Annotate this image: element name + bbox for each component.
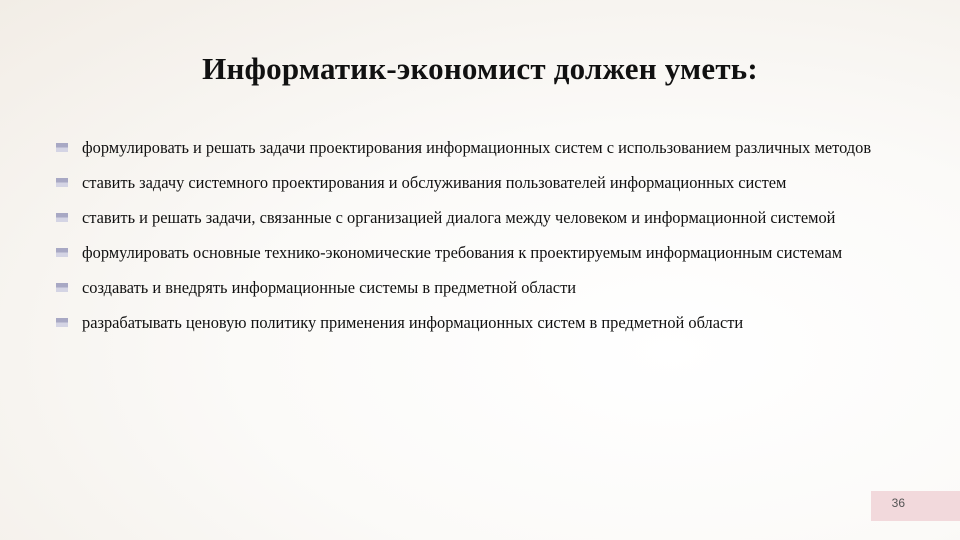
bullet-item (56, 204, 906, 232)
square-bullet-icon (56, 213, 68, 222)
bullet-list (56, 134, 906, 344)
bullet-item (56, 309, 906, 337)
square-bullet-icon (56, 318, 68, 327)
bullet-text: ставить и решать задачи, связанные с организацией диалога между человеком и информационной системой (82, 208, 836, 227)
bullet-item (56, 274, 906, 302)
square-bullet-icon (56, 143, 68, 152)
page-number: 36 (891, 496, 905, 510)
bullet-item (56, 134, 906, 162)
bullet-text: ставить задачу системного проектирования и обслуживания пользователей информационных систем (82, 173, 787, 192)
bullet-text: формулировать основные технико-экономические требования к проектируемым информационным системам (82, 243, 843, 262)
slide-title: Информатик-экономист должен уметь: (202, 51, 758, 86)
bullet-item (56, 239, 906, 267)
bullet-item (56, 169, 906, 197)
square-bullet-icon (56, 178, 68, 187)
bullet-text: формулировать и решать задачи проектирования информационных систем с использованием различных методов (82, 138, 872, 157)
bullet-text: создавать и внедрять информационные системы в предметной области (82, 278, 577, 297)
page-number-box (871, 491, 960, 521)
square-bullet-icon (56, 248, 68, 257)
bullet-text: разрабатывать ценовую политику применения информационных систем в предметной области (82, 313, 744, 332)
square-bullet-icon (56, 283, 68, 292)
